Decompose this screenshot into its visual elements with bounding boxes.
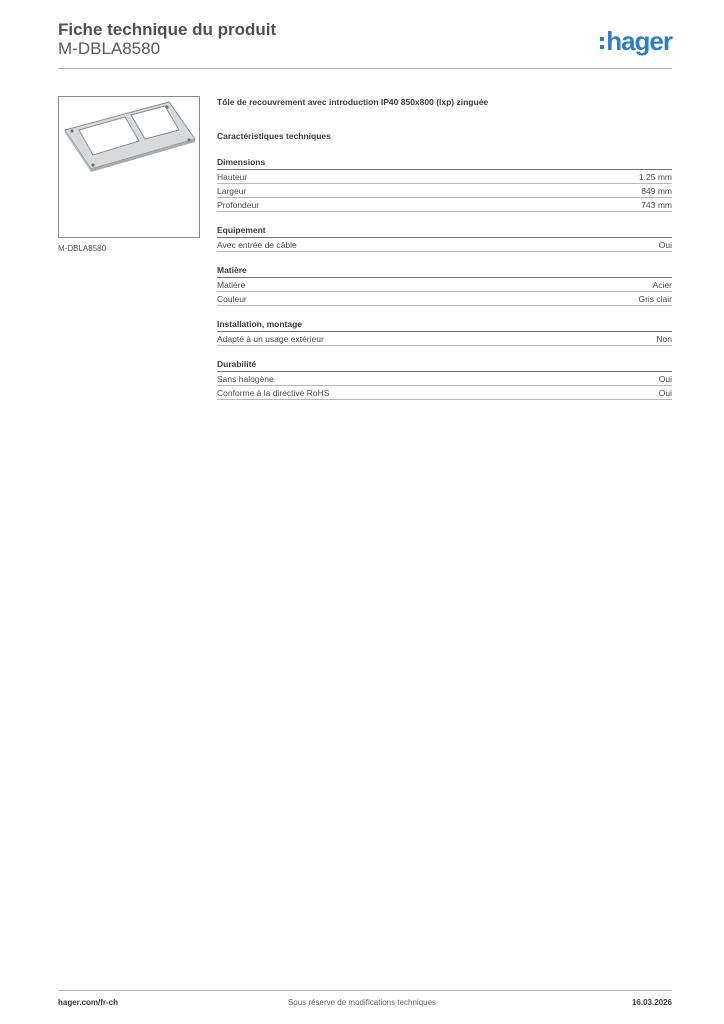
header-divider xyxy=(58,68,672,69)
cover-plate-icon xyxy=(59,97,199,237)
spec-row xyxy=(217,332,672,346)
spec-label: Conforme à la directive RoHS xyxy=(217,388,330,398)
spec-label: Adapté à un usage extérieur xyxy=(217,334,324,344)
product-description: Tôle de recouvrement avec introduction IP40 850x800 (lxp) zinguée xyxy=(217,97,489,107)
spec-value: 849 mm xyxy=(641,186,672,196)
product-details xyxy=(217,96,672,400)
spec-value: Oui xyxy=(658,388,672,398)
section-equipement xyxy=(217,224,672,252)
footer-website-link[interactable]: hager.com/fr-ch xyxy=(58,998,119,1007)
section-durabilite xyxy=(217,358,672,400)
section-matiere xyxy=(217,264,672,306)
footer-date: 16.03.2026 xyxy=(631,998,672,1007)
logo-dots-icon xyxy=(600,37,604,49)
spec-label: Sans halogène xyxy=(217,374,274,384)
section-title: Matière xyxy=(217,264,672,278)
section-title: Installation, montage xyxy=(217,318,672,332)
spec-value: Oui xyxy=(658,240,672,250)
spec-label: Couleur xyxy=(217,294,247,304)
section-installation xyxy=(217,318,672,346)
spec-value: 1.25 mm xyxy=(638,172,672,182)
section-title: Dimensions xyxy=(217,156,672,170)
spec-label: Matière xyxy=(217,280,246,290)
spec-label: Hauteur xyxy=(217,172,248,182)
page-title: Fiche technique du produit xyxy=(58,20,277,39)
spec-row xyxy=(217,372,672,386)
spec-value: 743 mm xyxy=(641,200,672,210)
spec-row xyxy=(217,278,672,292)
section-title: Durabilité xyxy=(217,358,672,372)
specs-heading: Caractéristiques techniques xyxy=(217,131,331,141)
footer-divider xyxy=(58,990,672,991)
section-dimensions xyxy=(217,156,672,212)
spec-row xyxy=(217,238,672,252)
footer-notice: Sous réserve de modifications techniques xyxy=(287,998,437,1007)
spec-row xyxy=(217,184,672,198)
spec-row xyxy=(217,198,672,212)
spec-value: Acier xyxy=(652,280,672,290)
image-caption: M-DBLA8580 xyxy=(58,244,107,253)
spec-row xyxy=(217,292,672,306)
spec-label: Avec entrée de câble xyxy=(217,240,297,250)
spec-label: Largeur xyxy=(217,186,247,196)
spec-label: Profondeur xyxy=(217,200,260,210)
spec-row xyxy=(217,170,672,184)
product-image xyxy=(58,96,200,238)
hager-logo[interactable] xyxy=(600,26,672,56)
product-reference: M-DBLA8580 xyxy=(58,39,161,58)
spec-value: Oui xyxy=(658,374,672,384)
spec-row xyxy=(217,386,672,400)
section-title: Equipement xyxy=(217,224,672,238)
spec-value: Non xyxy=(656,334,672,344)
spec-value: Gris clair xyxy=(638,294,672,304)
logo-text: hager xyxy=(606,26,672,56)
